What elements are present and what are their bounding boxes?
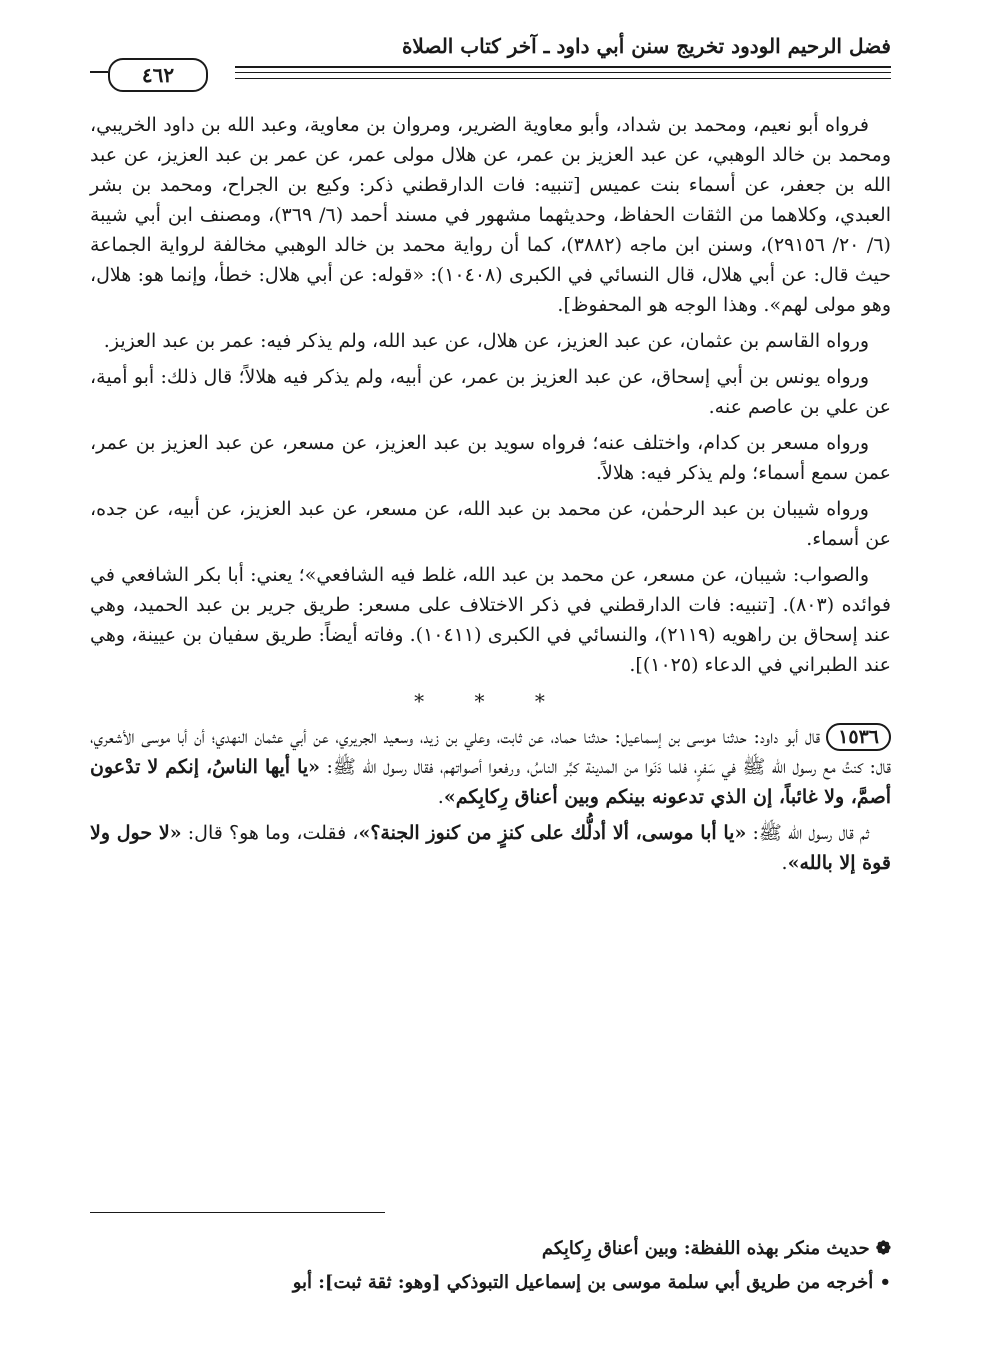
hadith-end: . (437, 786, 444, 808)
paragraph: ورواه مسعر بن كدام، واختلف عنه؛ فرواه سويد بن عبد العزيز، عن مسعر، عن عبد العزيز بن عمر، عمن سمع أسماء؛ ولم يذكر فيه: هلالاً. (90, 432, 891, 484)
paragraph: والصواب: شيبان، عن مسعر، عن محمد بن عبد الله، غلط فيه الشافعي»؛ يعني: أبا بكر الشافعي في فوائده (٨٠٣). [تنبيه: فات الدارقطني في ذكر الاختلاف على مسعر: طريق جرير بن عبد الحميد، وهي عند إسحاق بن راهويه (٢١١٩)، والنسائي في الكبرى (١٠٤١١). وفاته أيضاً: طريق سفيان بن عيينة، وهي عند الطبراني في الدعاء (١٠٢٥)]. (90, 564, 892, 676)
paragraph: ورواه يونس بن أبي إسحاق، عن عبد العزيز بن عمر، عن أبيه، ولم يذكر فيه هلالاً؛ قال ذلك: أبو أمية، عن علي بن عاصم عنه. (90, 366, 891, 418)
paragraph: فرواه أبو نعيم، ومحمد بن شداد، وأبو معاوية الضرير، ومروان بن معاوية، وعبد الله بن داود الخريبي، ومحمد بن خالد الوهبي، عن عبد العزيز بن عمر، عن هلال مولى عمر، عن عمر بن عبد العزيز، عن عبد الله بن جعفر، عن أسماء بنت عميس [تنبيه: فات الدارقطني ذكر: وكيع بن الجراح، ومحمد بن بشر العبدي، وكلاهما من الثقات الحفاظ، وحديثهما مشهور في مسند أحمد (٦/ ٣٦٩)، ومصنف ابن أبي شيبة (٦/ ٢٠/ ٢٩١٥٦)، وسنن ابن ماجه (٣٨٨٢)، كما أن رواية محمد بن خالد الوهبي مخالفة لرواية الجماعة حيث قال: عن أبي هلال، قال النسائي في الكبرى (١٠٤٠٨): «قوله: عن أبي هلال: خطأ، وإنما هو: هلال، وهو مولى لهم». وهذا الوجه هو المحفوظ]. (90, 114, 892, 316)
header-rule (235, 66, 891, 68)
prophetic-saying: «لا حول ولا قوة إلا بالله» (90, 822, 891, 874)
continuation-end: . (781, 852, 788, 874)
hadith-intro: قال أبو داود: حدثنا موسى بن إسماعيل: حدثنا حماد، عن ثابت، وعلي بن زيد، وسعيد الجريري، عن أبي عثمان النهدي؛ أن أبا موسى الأشعري، قال: كنتُ مع رسول الله ﷺ في سَفرٍ، فلما دَنَوا من المدينة كبَّر الناسُ، ورفعوا أصواتهم، فقال رسول الله ﷺ: (90, 726, 892, 778)
paragraph: ورواه شيبان بن عبد الرحمٰن، عن محمد بن عبد الله، عن مسعر، عن عبد العزيز، عن أبيه، عن جده، عن أسماء. (90, 498, 891, 550)
footnotes (90, 1232, 891, 1300)
header-rule (235, 78, 891, 79)
running-title: فضل الرحيم الودود تخريج سنن أبي داود ـ آخر كتاب الصلاة (401, 34, 891, 58)
hadith-number: ١٥٣٦ (826, 723, 891, 751)
hadith-continuation (90, 818, 891, 878)
section-separator: * * * (414, 689, 567, 713)
page-header (90, 30, 891, 94)
footnote-rule (90, 1212, 385, 1213)
page-number: ٤٦٢ (108, 58, 208, 92)
prophetic-saying: «يا أبا موسى، ألا أدلُّك على كنزٍ من كنوز الجنة؟» (358, 822, 747, 844)
header-rule (90, 71, 108, 73)
footnote: ❁ حديث منكر بهذه اللفظة: وبين أعناق رِكابِكم (541, 1238, 891, 1259)
prophetic-saying: «يا أيها الناسُ، إنكم لا تدْعون أصمَّ، ولا غائباً، إن الذي تدعونه بينكم وبين أعناق رِكابِكم» (90, 756, 891, 808)
continuation-intro: ثم قال رسول الله ﷺ: (746, 822, 869, 844)
page (90, 0, 891, 1347)
footnote: • أخرجه من طريق أبي سلمة موسى بن إسماعيل التبوذكي [وهو: ثقة ثبت]: أبو (292, 1272, 891, 1293)
paragraph: ورواه القاسم بن عثمان، عن عبد العزيز، عن هلال، عن عبد الله، ولم يذكر فيه: عمر بن عبد العزيز. (103, 330, 869, 352)
continuation-mid: ، فقلت، وما هو؟ قال: (181, 822, 359, 844)
header-rule (235, 72, 891, 73)
hadith-text (90, 722, 891, 812)
main-text (90, 110, 891, 884)
